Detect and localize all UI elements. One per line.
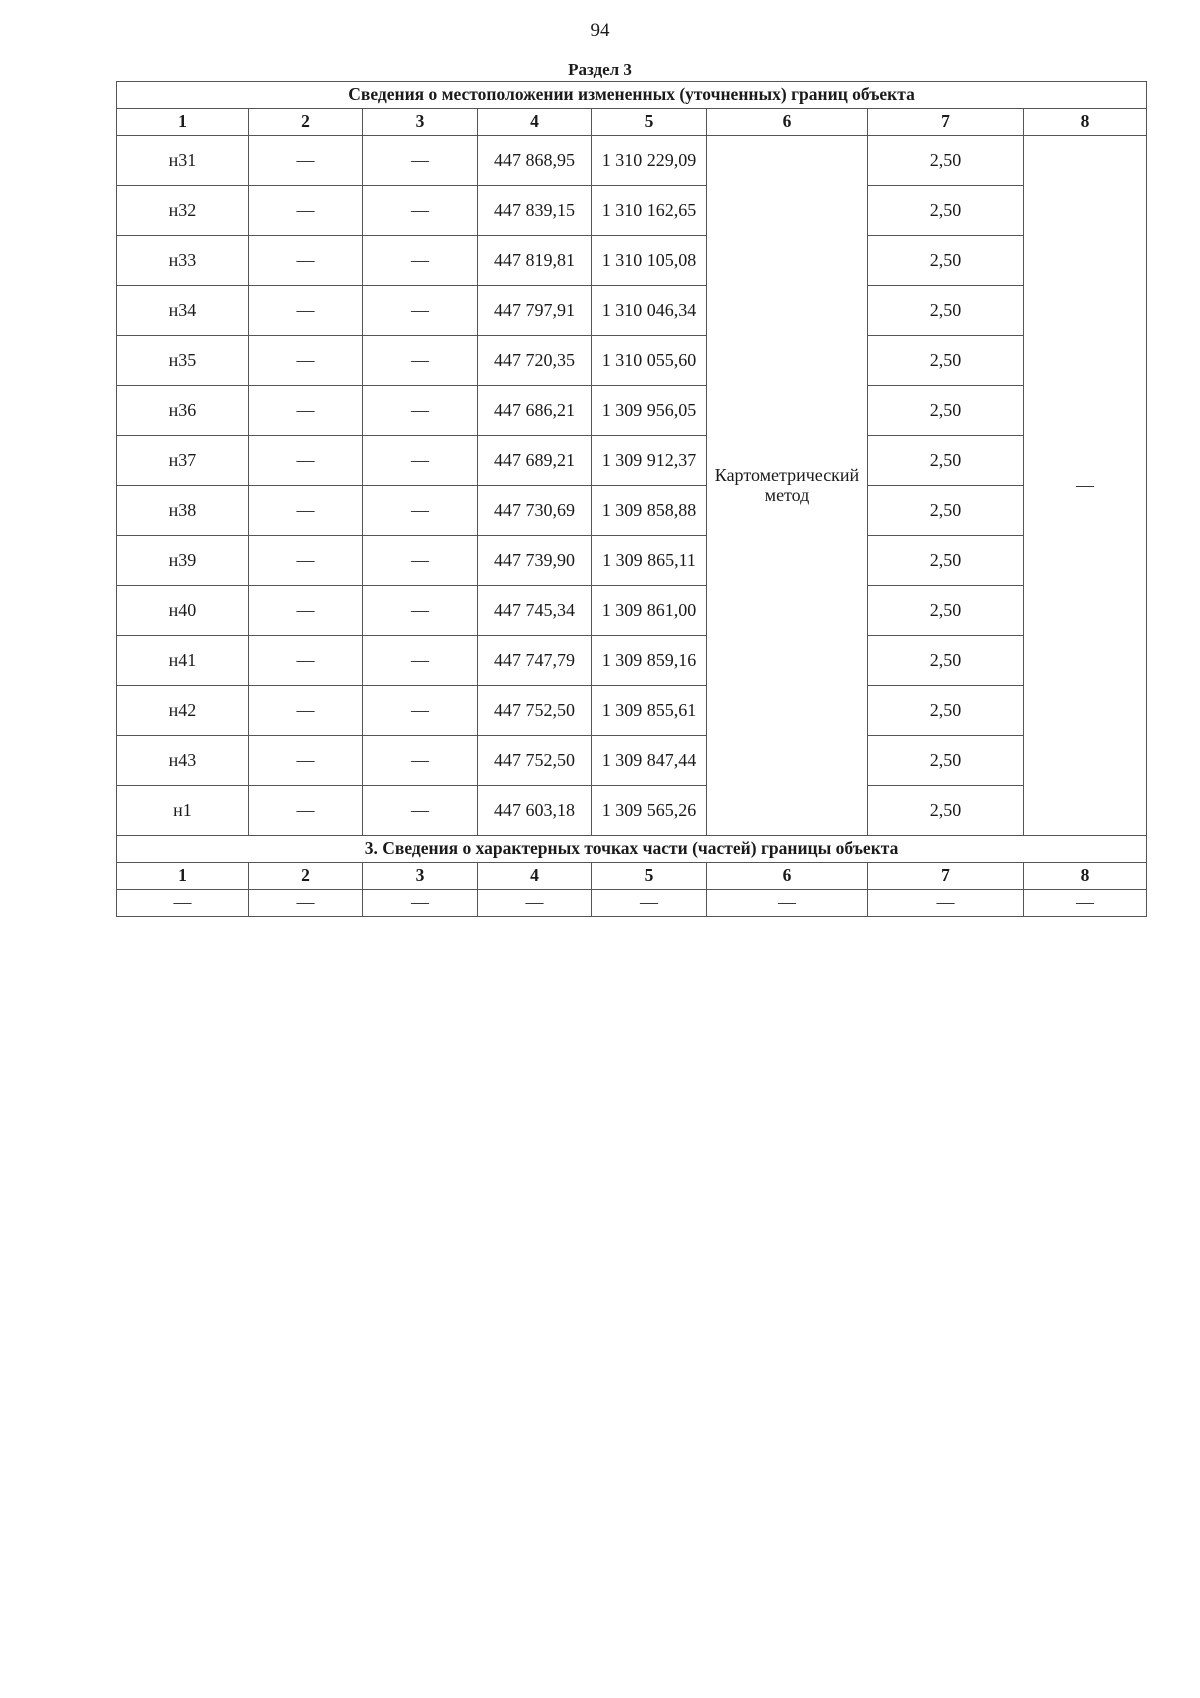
accuracy-cell: 2,50 [868,136,1024,186]
accuracy-cell: 2,50 [868,686,1024,736]
point-cell: н41 [117,636,249,686]
table-body [117,82,1147,917]
x-coordinate-cell: 447 752,50 [478,686,592,736]
method-cell: Картометрический метод [707,136,868,836]
col2-cell: — [249,286,363,336]
table-row [117,636,1147,686]
col2-cell: — [249,336,363,386]
y-coordinate-cell: 1 309 912,37 [592,436,707,486]
x-coordinate-cell: 447 797,91 [478,286,592,336]
boundary-table [116,81,1147,917]
table-row [117,286,1147,336]
point-cell: н40 [117,586,249,636]
point-cell: н43 [117,736,249,786]
y-coordinate-cell: 1 310 046,34 [592,286,707,336]
point-cell: н31 [117,136,249,186]
point-cell: н36 [117,386,249,436]
accuracy-cell: 2,50 [868,636,1024,686]
column-number-6: 6 [707,109,868,136]
x-coordinate-cell: 447 839,15 [478,186,592,236]
x-coordinate-cell: 447 868,95 [478,136,592,186]
table2-column-numbers [117,863,1147,890]
x-coordinate-cell: 447 730,69 [478,486,592,536]
accuracy-cell: 2,50 [868,736,1024,786]
x-coordinate-cell: 447 819,81 [478,236,592,286]
accuracy-cell: 2,50 [868,786,1024,836]
accuracy-cell: 2,50 [868,586,1024,636]
table2-caption-row [117,836,1147,863]
table-row [117,536,1147,586]
point-cell: н39 [117,536,249,586]
column-number-7: 7 [868,863,1024,890]
column-number-1: 1 [117,863,249,890]
x-coordinate-cell: 447 747,79 [478,636,592,686]
col2-cell: — [249,586,363,636]
table-row [117,586,1147,636]
table2-empty-row [117,890,1147,917]
table-row [117,686,1147,736]
x-coordinate-cell: 447 745,34 [478,586,592,636]
col3-cell: — [363,686,478,736]
y-coordinate-cell: 1 309 956,05 [592,386,707,436]
point-cell: н32 [117,186,249,236]
col3-cell: — [363,786,478,836]
empty-cell: — [1024,890,1147,917]
y-coordinate-cell: 1 309 847,44 [592,736,707,786]
col2-cell: — [249,736,363,786]
accuracy-cell: 2,50 [868,186,1024,236]
point-cell: н42 [117,686,249,736]
y-coordinate-cell: 1 309 858,88 [592,486,707,536]
table2-caption: 3. Сведения о характерных точках части (частей) границы объекта [117,836,1147,863]
y-coordinate-cell: 1 310 229,09 [592,136,707,186]
section-title: Раздел 3 [568,60,632,79]
table-row [117,736,1147,786]
empty-cell: — [592,890,707,917]
col2-cell: — [249,636,363,686]
col2-cell: — [249,136,363,186]
table1-column-numbers [117,109,1147,136]
col2-cell: — [249,486,363,536]
point-cell: н33 [117,236,249,286]
col3-cell: — [363,236,478,286]
empty-cell: — [868,890,1024,917]
y-coordinate-cell: 1 309 565,26 [592,786,707,836]
col2-cell: — [249,786,363,836]
column-number-8: 8 [1024,863,1147,890]
table-row [117,136,1147,186]
table-row [117,186,1147,236]
col2-cell: — [249,386,363,436]
column-number-3: 3 [363,863,478,890]
column-number-1: 1 [117,109,249,136]
col2-cell: — [249,186,363,236]
table-row [117,486,1147,536]
column-number-2: 2 [249,109,363,136]
table1-caption: Сведения о местоположении измененных (уточненных) границ объекта [117,82,1147,109]
y-coordinate-cell: 1 310 055,60 [592,336,707,386]
col3-cell: — [363,186,478,236]
col2-cell: — [249,236,363,286]
accuracy-cell: 2,50 [868,536,1024,586]
col3-cell: — [363,586,478,636]
x-coordinate-cell: 447 720,35 [478,336,592,386]
col3-cell: — [363,286,478,336]
point-cell: н1 [117,786,249,836]
empty-cell: — [363,890,478,917]
x-coordinate-cell: 447 686,21 [478,386,592,436]
y-coordinate-cell: 1 309 865,11 [592,536,707,586]
accuracy-cell: 2,50 [868,236,1024,286]
table1-caption-row [117,82,1147,109]
col2-cell: — [249,536,363,586]
column-number-8: 8 [1024,109,1147,136]
page-number: 94 [590,20,610,41]
y-coordinate-cell: 1 310 162,65 [592,186,707,236]
table-row [117,786,1147,836]
accuracy-cell: 2,50 [868,286,1024,336]
empty-cell: — [707,890,868,917]
col2-cell: — [249,686,363,736]
table-row [117,386,1147,436]
column-number-5: 5 [592,863,707,890]
y-coordinate-cell: 1 309 861,00 [592,586,707,636]
point-cell: н38 [117,486,249,536]
x-coordinate-cell: 447 603,18 [478,786,592,836]
col3-cell: — [363,536,478,586]
empty-cell: — [117,890,249,917]
point-cell: н35 [117,336,249,386]
col3-cell: — [363,386,478,436]
table-row [117,236,1147,286]
col2-cell: — [249,436,363,486]
column-number-4: 4 [478,109,592,136]
col8-cell: — [1024,136,1147,836]
table-row [117,436,1147,486]
column-number-7: 7 [868,109,1024,136]
empty-cell: — [249,890,363,917]
point-cell: н34 [117,286,249,336]
col3-cell: — [363,336,478,386]
x-coordinate-cell: 447 689,21 [478,436,592,486]
accuracy-cell: 2,50 [868,486,1024,536]
col3-cell: — [363,636,478,686]
column-number-6: 6 [707,863,868,890]
table-row [117,336,1147,386]
y-coordinate-cell: 1 310 105,08 [592,236,707,286]
column-number-3: 3 [363,109,478,136]
x-coordinate-cell: 447 739,90 [478,536,592,586]
col3-cell: — [363,736,478,786]
empty-cell: — [478,890,592,917]
accuracy-cell: 2,50 [868,436,1024,486]
point-cell: н37 [117,436,249,486]
col3-cell: — [363,136,478,186]
column-number-2: 2 [249,863,363,890]
y-coordinate-cell: 1 309 855,61 [592,686,707,736]
col3-cell: — [363,436,478,486]
accuracy-cell: 2,50 [868,386,1024,436]
column-number-4: 4 [478,863,592,890]
col3-cell: — [363,486,478,536]
column-number-5: 5 [592,109,707,136]
y-coordinate-cell: 1 309 859,16 [592,636,707,686]
x-coordinate-cell: 447 752,50 [478,736,592,786]
accuracy-cell: 2,50 [868,336,1024,386]
